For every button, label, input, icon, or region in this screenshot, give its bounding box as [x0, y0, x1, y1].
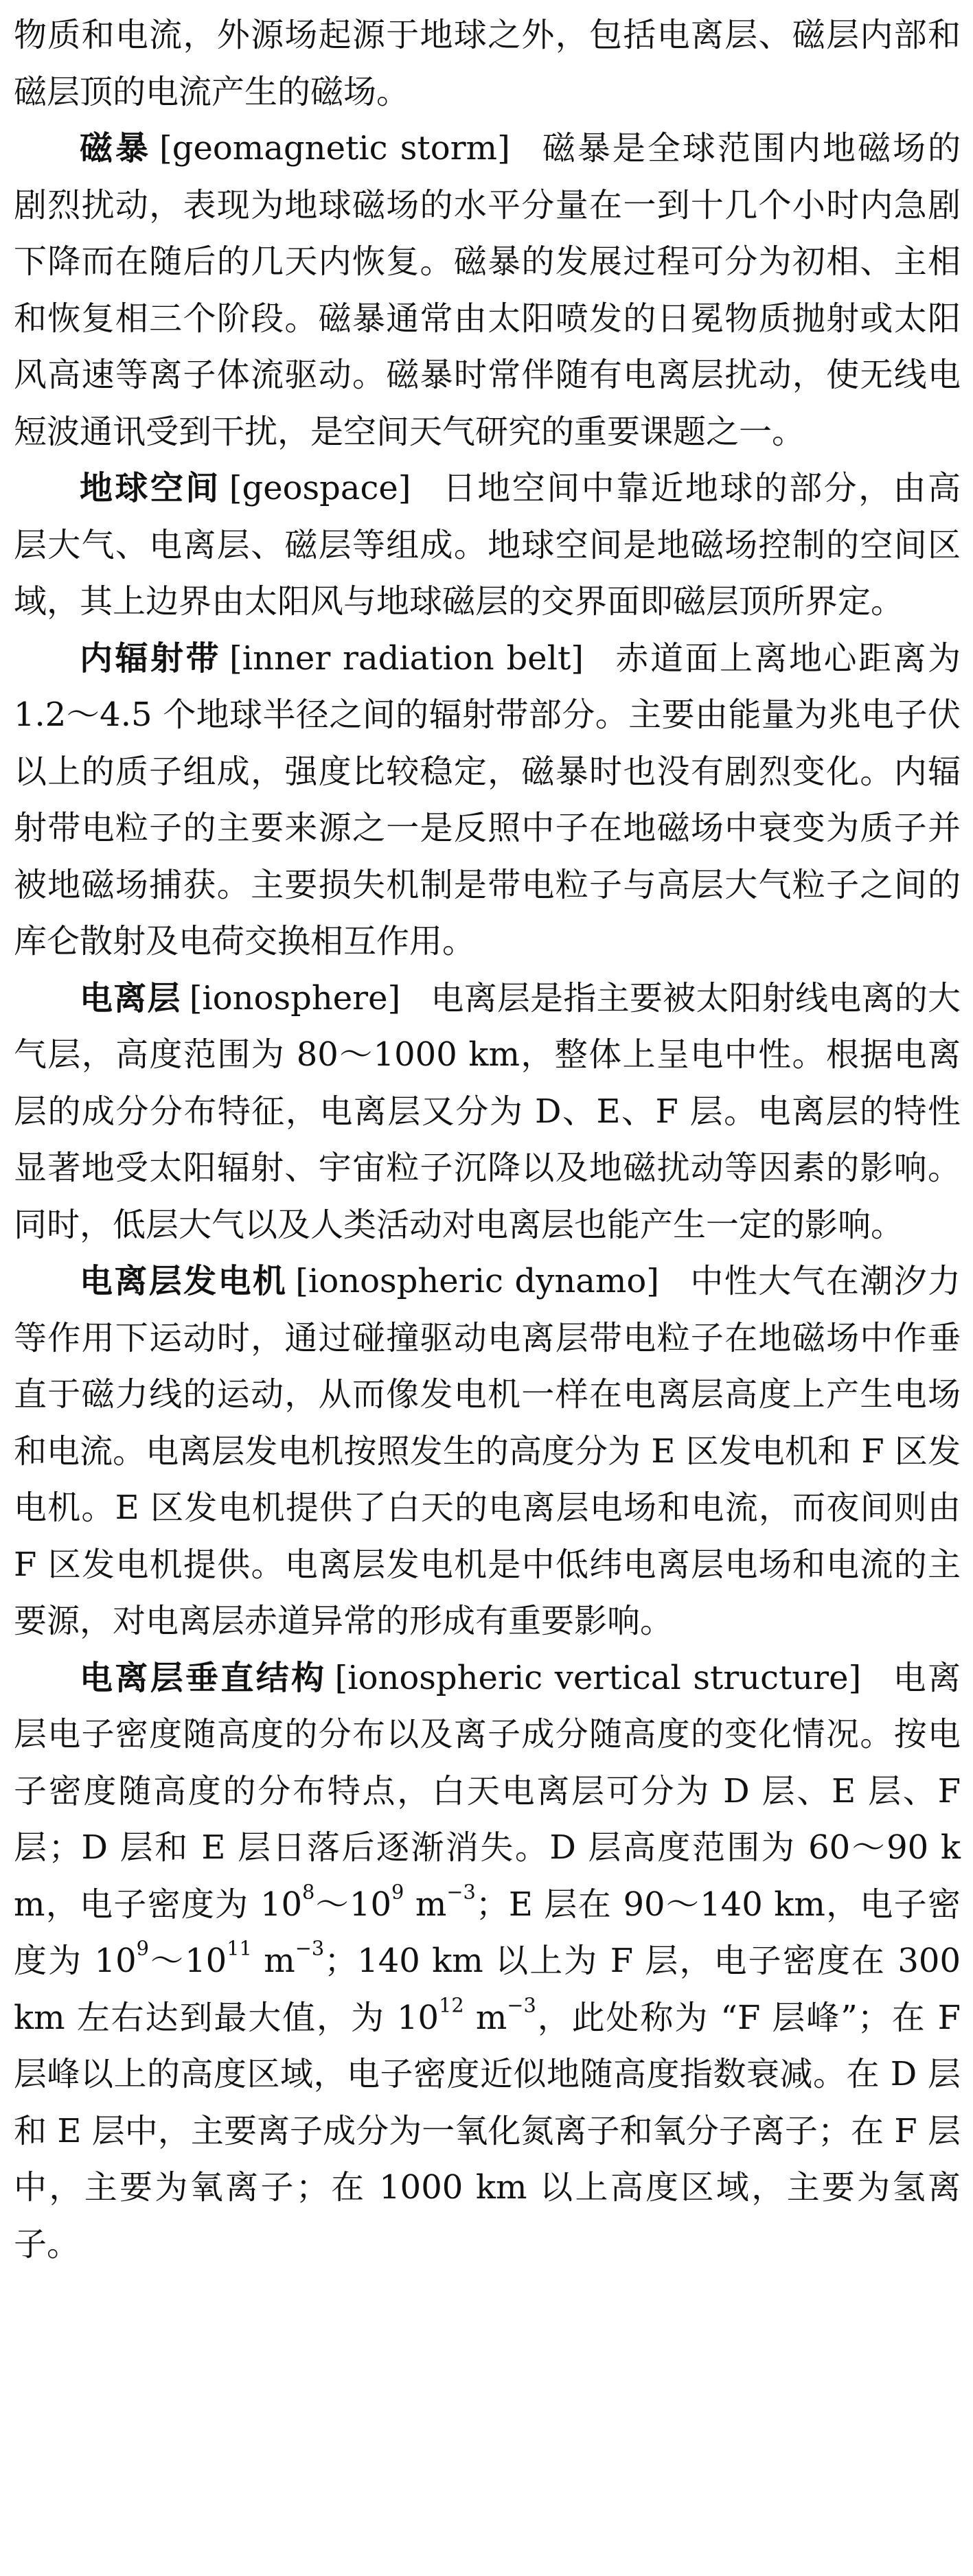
entry-english-term: [geomagnetic storm]	[159, 129, 510, 168]
exponent: −3	[295, 1936, 325, 1960]
entry-term: 磁暴	[80, 129, 152, 168]
exponent: 11	[227, 1936, 252, 1960]
entry-definition: 磁暴是全球范围内地磁场的剧烈扰动，表现为地球磁场的水平分量在一到十几个小时内急剧下降而在随后的几天内恢复。磁暴的发展过程可分为初相、主相和恢复相三个阶段。磁暴通常由太阳喷发的日冕物质抛射或太阳风高速等离子体流驱动。磁暴时常伴随有电离层扰动，使无线电短波通讯受到干扰，是空间天气研究的重要课题之一。	[14, 129, 961, 451]
entry-inner-radiation-belt	[14, 630, 961, 970]
entry-paragraph	[14, 1650, 961, 2273]
entry-definition: 中性大气在潮汐力等作用下运动时，通过碰撞驱动电离层带电粒子在地磁场中作垂直于磁力线的运动，从而像发电机一样在电离层高度上产生电场和电流。电离层发电机按照发生的高度分为 E 区发电机和 F 区发电机。E 区发电机提供了白天的电离层电场和电流，而夜间则由 F 区发电机提供。电离层发电机是中低纬电离层电场和电流的主要源，对电离层赤道异常的形成有重要影响。	[14, 1262, 961, 1640]
entry-term: 电离层发电机	[80, 1262, 288, 1300]
entry-geomagnetic-storm	[14, 120, 961, 460]
entry-term: 地球空间	[80, 469, 221, 507]
entry-english-term: [ionosphere]	[189, 978, 401, 1017]
unit-text: m	[404, 1885, 447, 1924]
entry-definition-text: ；140 km 以上为 F 层，电子密度在 300 km 左右达到最大值，为 10	[14, 1942, 961, 2037]
entry-english-term: [inner radiation belt]	[229, 639, 584, 678]
entry-paragraph	[14, 1253, 961, 1650]
exponent: 9	[136, 1936, 149, 1960]
exponent: 9	[391, 1880, 404, 1904]
entry-term: 电离层垂直结构	[80, 1658, 327, 1697]
entry-definition-text: ～10	[148, 1942, 227, 1980]
entry-definition-text: ～10	[314, 1885, 392, 1924]
entry-definition-text: 电离层电子密度随高度的分布以及离子成分随高度的变化情况。按电子密度随高度的分布特点，白天电离层可分为 D 层、E 层、F 层；D 层和 E 层日落后逐渐消失。D 层高度范围为 60～90 km，电子密度为 10	[14, 1658, 961, 1924]
entry-ionosphere	[14, 970, 961, 1254]
entry-term: 电离层	[80, 978, 181, 1017]
entry-definition-text: ；E 层在 90～140 km，电子密度为 10	[14, 1885, 961, 1980]
exponent: 8	[302, 1880, 315, 1904]
entry-term: 内辐射带	[80, 639, 221, 678]
exponent: −3	[446, 1880, 476, 1904]
exponent: 12	[439, 1993, 464, 2017]
entry-english-term: [ionospheric vertical structure]	[334, 1658, 862, 1697]
unit-text: m	[251, 1942, 295, 1980]
entry-english-term: [ionospheric dynamo]	[295, 1262, 660, 1300]
entry-paragraph	[14, 970, 961, 1254]
entry-english-term: [geospace]	[229, 469, 411, 507]
entry-geospace	[14, 460, 961, 630]
entry-definition: 赤道面上离地心距离为 1.2～4.5 个地球半径之间的辐射带部分。主要由能量为兆电子伏以上的质子组成，强度比较稳定，磁暴时也没有剧烈变化。内辐射带电粒子的主要来源之一是反照中子在地磁场中衰变为质子并被地磁场捕获。主要损失机制是带电粒子与高层大气粒子之间的库仑散射及电荷交换相互作用。	[14, 639, 961, 961]
entry-definition-text: ，此处称为 “F 层峰”；在 F 层峰以上的高度区域，电子密度近似地随高度指数衰减。在 D 层和 E 层中，主要离子成分为一氧化氮离子和氧分子离子；在 F 层中，主要为氧离子；在 1000 km 以上高度区域，主要为氢离子。	[14, 1998, 961, 2264]
entry-definition: 日地空间中靠近地球的部分，由高层大气、电离层、磁层等组成。地球空间是地磁场控制的空间区域，其上边界由太阳风与地球磁层的交界面即磁层顶所界定。	[14, 469, 961, 621]
unit-text: m	[463, 1998, 507, 2037]
entry-definition: 电离层是指主要被太阳射线电离的大气层，高度范围为 80～1000 km，整体上呈电中性。根据电离层的成分分布特征，电离层又分为 D、E、F 层。电离层的特性显著地受太阳辐射、宇宙粒子沉降以及地磁扰动等因素的影响。同时，低层大气以及人类活动对电离层也能产生一定的影响。	[14, 978, 961, 1244]
entry-ionospheric-vertical-structure	[14, 1650, 961, 2273]
entry-paragraph	[14, 630, 961, 970]
intro-paragraph: 物质和电流，外源场起源于地球之外，包括电离层、磁层内部和磁层顶的电流产生的磁场。	[14, 16, 961, 111]
exponent: −3	[507, 1993, 536, 2017]
entry-paragraph	[14, 120, 961, 460]
entry-paragraph	[14, 460, 961, 630]
entry-ionospheric-dynamo	[14, 1253, 961, 1650]
